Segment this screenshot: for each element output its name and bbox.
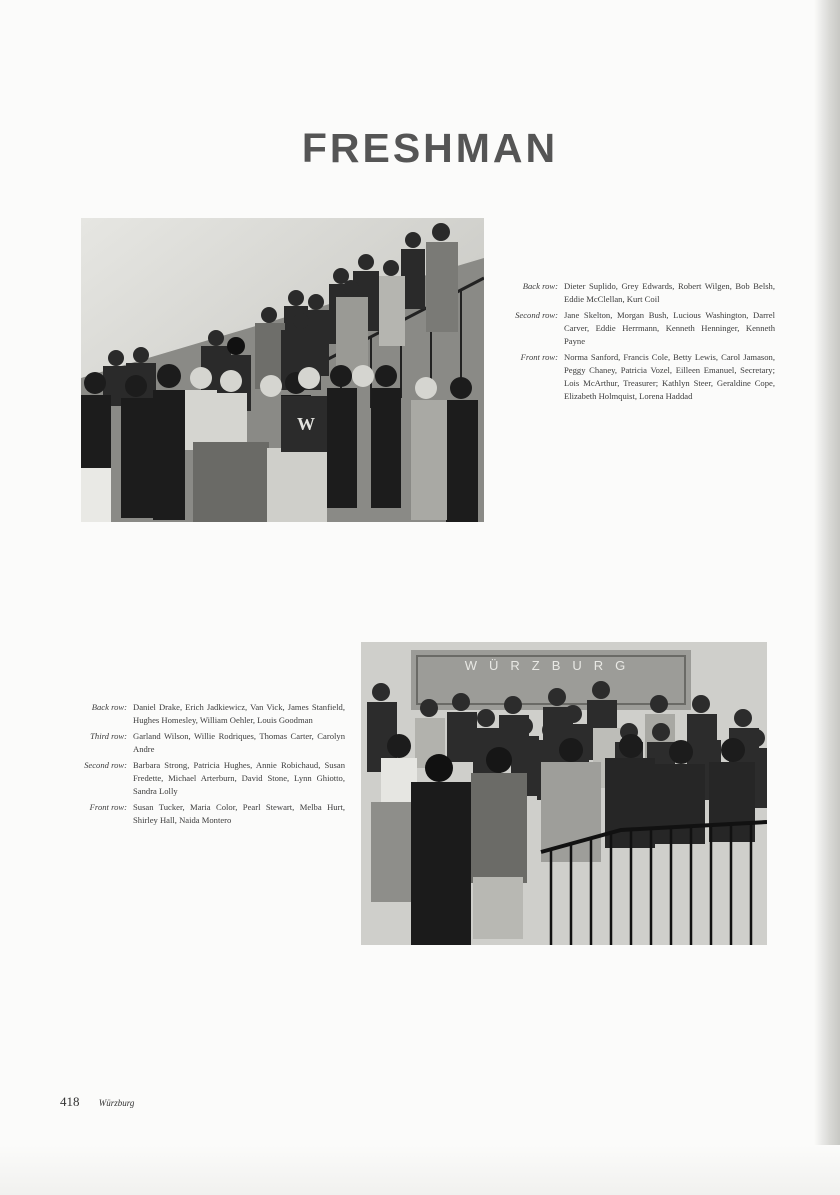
caption-row-names: Susan Tucker, Maria Color, Pearl Stewart, Melba Hurt, Shirley Hall, Naida Montero <box>133 802 345 825</box>
group-photo-banner <box>361 642 767 945</box>
caption-row <box>500 280 775 306</box>
caption-bottom-photo <box>70 701 345 830</box>
caption-row-label: Front row: <box>520 352 558 362</box>
caption-top-photo <box>500 280 775 406</box>
caption-row <box>70 701 345 727</box>
caption-row-names: Norma Sanford, Francis Cole, Betty Lewis, Carol Jamason, Peggy Chaney, Patricia Vozel, Eilleen Emanuel, Secretary; Lois McArthur, Treasurer; Kathlyn Steer, Geraldine Cope, Elizabeth Holmquist, Lorena Haddad <box>564 352 775 401</box>
banner-text: WÜRZBURG <box>464 658 638 673</box>
caption-row-names: Garland Wilson, Willie Rodriques, Thomas Carter, Carolyn Andre <box>133 731 345 754</box>
caption-row-names: Jane Skelton, Morgan Bush, Lucious Washington, Darrel Carver, Eddie Herrmann, Kenneth Henninger, Kenneth Payne <box>564 310 775 346</box>
page-footer <box>60 1094 134 1110</box>
section-name: Würzburg <box>98 1098 135 1108</box>
page-edge-shadow <box>814 0 840 1195</box>
caption-row-label: Third row: <box>90 731 127 741</box>
caption-row-label: Back row: <box>522 281 558 291</box>
caption-row <box>500 351 775 403</box>
caption-row-names: Barbara Strong, Patricia Hughes, Annie Robichaud, Susan Fredette, Michael Arterburn, David Stone, Lynn Ghiotto, Sandra Lolly <box>133 760 345 796</box>
svg-text:W: W <box>297 414 315 434</box>
caption-row <box>70 801 345 827</box>
caption-row-names: Daniel Drake, Erich Jadkiewicz, Van Vick, James Stanfield, Hughes Homesley, William Oehler, Louis Goodman <box>133 702 345 725</box>
caption-row-label: Second row: <box>515 310 558 320</box>
caption-row <box>500 309 775 348</box>
caption-row <box>70 759 345 798</box>
caption-row-label: Front row: <box>89 802 127 812</box>
caption-row <box>70 730 345 756</box>
page-number: 418 <box>60 1094 80 1109</box>
caption-row-names: Dieter Suplido, Grey Edwards, Robert Wilgen, Bob Belsh, Eddie McClellan, Kurt Coil <box>564 281 775 304</box>
page-bottom-shade <box>0 1145 840 1195</box>
caption-row-label: Second row: <box>84 760 127 770</box>
group-photo-staircase <box>81 218 484 522</box>
page-title: FRESHMAN <box>301 125 559 172</box>
caption-row-label: Back row: <box>91 702 127 712</box>
